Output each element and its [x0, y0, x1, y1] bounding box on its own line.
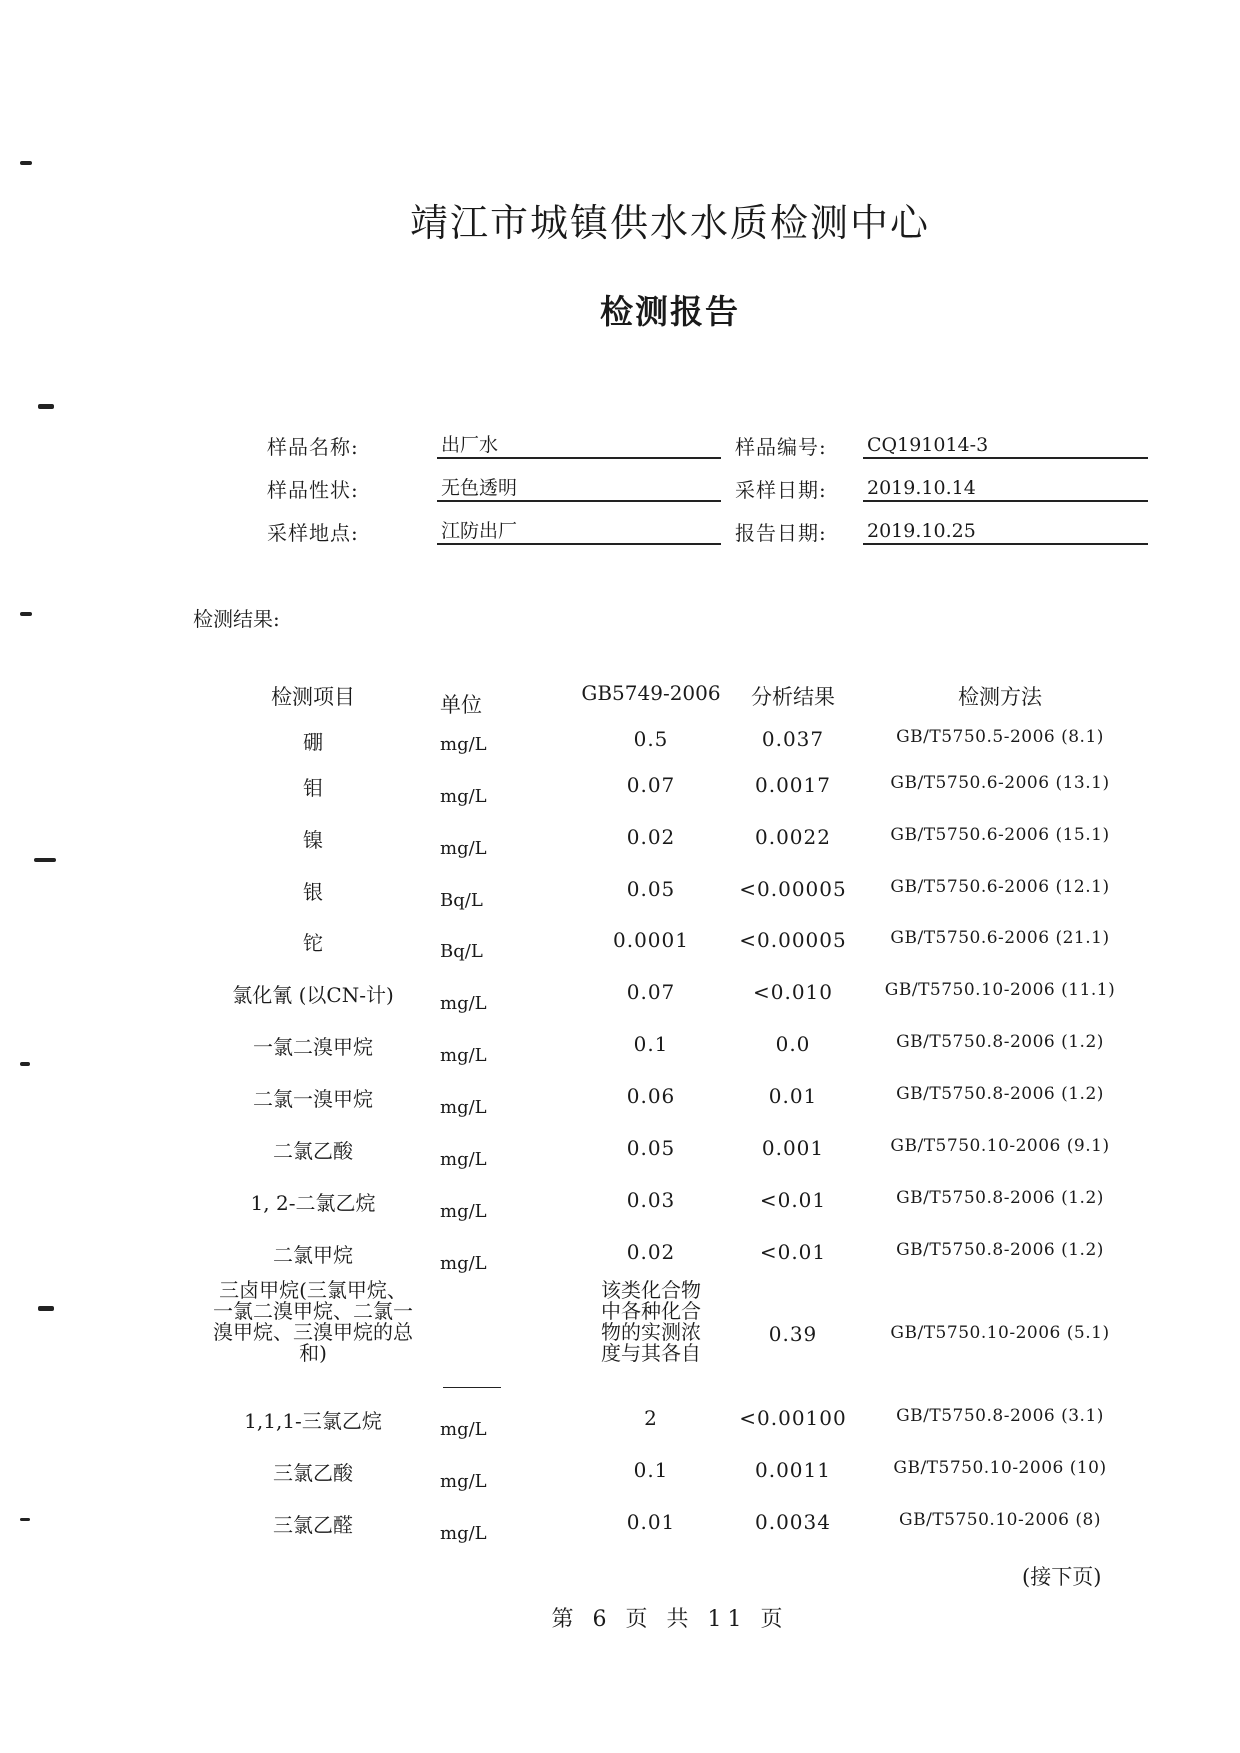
row-result: <0.00005: [739, 877, 847, 901]
thm-item-line: 和): [299, 1341, 327, 1365]
row-unit: mg/L: [440, 1419, 487, 1440]
organization-title: 靖江市城镇供水水质检测中心: [409, 201, 930, 245]
row-method: GB/T5750.6-2006 (21.1): [890, 928, 1110, 948]
row-result: <0.00100: [739, 1406, 847, 1430]
binding-mark: [38, 404, 54, 409]
thm-standard-line: 物的实测浓: [601, 1320, 701, 1344]
row-standard: 0.02: [626, 1240, 676, 1264]
row-unit: Bq/L: [440, 941, 483, 962]
row-method: GB/T5750.6-2006 (12.1): [890, 877, 1110, 897]
sample-location-value: 江防出厂: [437, 517, 721, 545]
row-result: 0.001: [761, 1136, 825, 1160]
thm-item: [190, 1280, 436, 1364]
header-item: 检测项目: [271, 685, 355, 709]
row-standard: 0.03: [626, 1188, 676, 1212]
header-unit: 单位: [440, 693, 482, 717]
row-result: 0.0011: [755, 1458, 831, 1482]
row-unit: mg/L: [440, 838, 487, 859]
row-method: GB/T5750.6-2006 (15.1): [890, 825, 1110, 845]
row-standard: 0.02: [626, 825, 676, 849]
row-unit: mg/L: [440, 1201, 487, 1222]
row-standard: 0.07: [626, 773, 676, 797]
row-result: <0.01: [759, 1188, 827, 1212]
binding-mark: [20, 1062, 30, 1066]
row-result: 0.0034: [755, 1510, 831, 1534]
row-item: 二氯甲烷: [273, 1243, 353, 1267]
binding-mark: [20, 1518, 30, 1521]
row-unit: mg/L: [440, 1045, 487, 1066]
sample-date-label: 采样日期:: [735, 478, 827, 502]
row-method: GB/T5750.8-2006 (1.2): [896, 1188, 1104, 1208]
thm-standard-line: 度与其各自: [601, 1341, 701, 1365]
thm-method: GB/T5750.10-2006 (5.1): [890, 1323, 1110, 1343]
results-label: 检测结果:: [193, 607, 280, 631]
row-standard: 0.5: [633, 727, 669, 751]
binding-mark: [34, 858, 56, 862]
header-standard: GB5749-2006: [581, 681, 721, 705]
thm-unit-blank: [443, 1387, 501, 1388]
row-unit: mg/L: [440, 734, 487, 755]
report-date-label: 报告日期:: [735, 521, 827, 545]
row-unit: mg/L: [440, 1523, 487, 1544]
row-method: GB/T5750.8-2006 (1.2): [896, 1240, 1104, 1260]
sample-name-value: 出厂水: [437, 431, 721, 459]
row-item: 铊: [303, 931, 323, 955]
row-method: GB/T5750.10-2006 (8): [899, 1510, 1101, 1530]
row-result: 0.01: [768, 1084, 818, 1108]
row-method: GB/T5750.10-2006 (9.1): [890, 1136, 1110, 1156]
row-standard: 0.05: [626, 1136, 676, 1160]
sample-number-label: 样品编号:: [735, 435, 827, 459]
thm-standard-line: 中各种化合: [601, 1299, 701, 1323]
binding-mark: [20, 161, 32, 165]
page-number: 第 6 页 共 11 页: [551, 1607, 789, 1632]
row-standard: 0.06: [626, 1084, 676, 1108]
row-result: <0.01: [759, 1240, 827, 1264]
row-result: 0.037: [761, 727, 825, 751]
sample-trait-label: 样品性状:: [267, 478, 359, 502]
row-method: GB/T5750.10-2006 (11.1): [884, 980, 1116, 1000]
row-method: GB/T5750.5-2006 (8.1): [896, 727, 1104, 747]
thm-item-line: 一氯二溴甲烷、二氯一: [213, 1299, 413, 1323]
continued-note: (接下页): [1022, 1565, 1102, 1589]
sample-name-label: 样品名称:: [267, 435, 359, 459]
row-unit: mg/L: [440, 786, 487, 807]
row-item: 银: [303, 880, 323, 904]
row-result: <0.010: [752, 980, 833, 1004]
thm-standard: [580, 1280, 722, 1364]
sample-number-value: CQ191014-3: [863, 431, 1148, 459]
row-unit: mg/L: [440, 1471, 487, 1492]
row-method: GB/T5750.6-2006 (13.1): [890, 773, 1110, 793]
row-item: 钼: [303, 776, 323, 800]
row-item: 硼: [303, 730, 323, 754]
row-unit: mg/L: [440, 1149, 487, 1170]
row-method: GB/T5750.10-2006 (10): [893, 1458, 1107, 1478]
thm-item-line: 溴甲烷、三溴甲烷的总: [213, 1320, 413, 1344]
row-result: <0.00005: [739, 928, 847, 952]
row-standard: 2: [644, 1406, 658, 1430]
sample-trait-value: 无色透明: [437, 474, 721, 502]
header-result: 分析结果: [751, 685, 835, 709]
row-item: 1,1,1-三氯乙烷: [244, 1409, 382, 1433]
row-unit: mg/L: [440, 1253, 487, 1274]
row-standard: 0.1: [633, 1032, 669, 1056]
row-method: GB/T5750.8-2006 (1.2): [896, 1084, 1104, 1104]
thm-result: 0.39: [768, 1322, 818, 1346]
sample-date-value: 2019.10.14: [863, 474, 1148, 502]
sample-location-label: 采样地点:: [267, 521, 359, 545]
row-result: 0.0022: [755, 825, 831, 849]
row-standard: 0.1: [633, 1458, 669, 1482]
row-standard: 0.05: [626, 877, 676, 901]
thm-item-line: 三卤甲烷(三氯甲烷、: [219, 1278, 407, 1302]
row-item: 三氯乙醛: [273, 1513, 353, 1537]
binding-mark: [38, 1306, 54, 1311]
row-item: 三氯乙酸: [273, 1461, 353, 1485]
header-method: 检测方法: [958, 685, 1042, 709]
row-unit: Bq/L: [440, 890, 483, 911]
thm-standard-line: 该类化合物: [601, 1278, 701, 1302]
row-result: 0.0: [775, 1032, 811, 1056]
row-item: 二氯一溴甲烷: [253, 1087, 373, 1111]
row-standard: 0.01: [626, 1510, 676, 1534]
row-standard: 0.07: [626, 980, 676, 1004]
row-item: 一氯二溴甲烷: [253, 1035, 373, 1059]
report-title: 检测报告: [600, 292, 740, 331]
row-method: GB/T5750.8-2006 (1.2): [896, 1032, 1104, 1052]
row-method: GB/T5750.8-2006 (3.1): [896, 1406, 1104, 1426]
report-date-value: 2019.10.25: [863, 517, 1148, 545]
row-item: 二氯乙酸: [273, 1139, 353, 1163]
row-result: 0.0017: [755, 773, 831, 797]
row-unit: mg/L: [440, 993, 487, 1014]
binding-mark: [20, 612, 32, 616]
row-item: 镍: [303, 828, 323, 852]
row-item: 氯化氰 (以CN-计): [232, 983, 394, 1007]
row-standard: 0.0001: [613, 928, 689, 952]
row-unit: mg/L: [440, 1097, 487, 1118]
row-item: 1, 2-二氯乙烷: [250, 1191, 376, 1215]
